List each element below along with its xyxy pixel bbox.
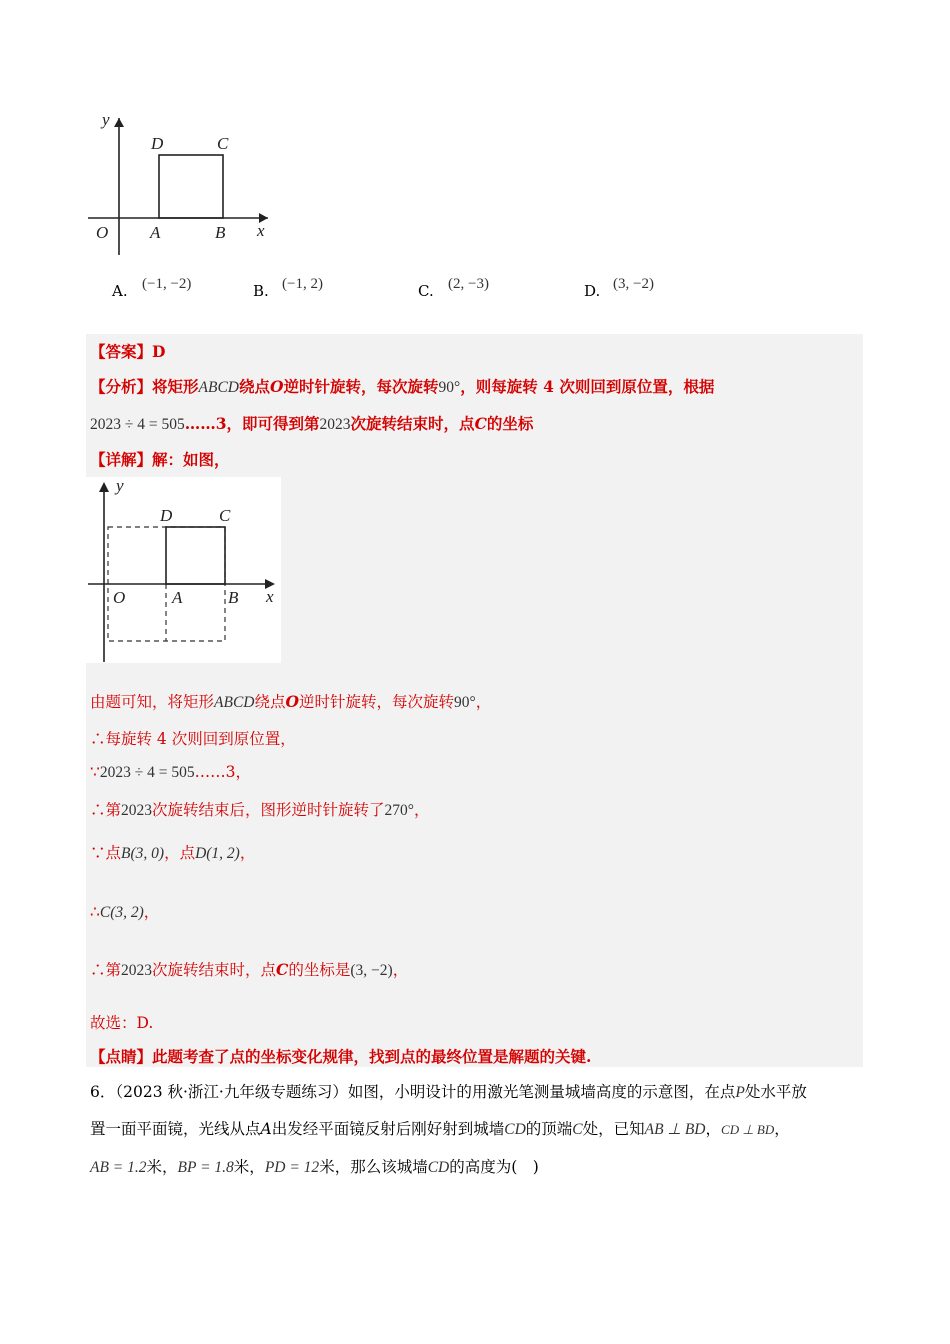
question-number: 6． <box>90 1083 116 1101</box>
because-symbol: ∵ <box>90 763 100 781</box>
step-6 <box>90 900 159 922</box>
math-p: P <box>735 1084 745 1101</box>
question-text: ， <box>774 1120 790 1138</box>
y-axis-label: y <box>102 110 110 129</box>
question-text: 处，已知 <box>582 1120 645 1138</box>
question-text: 米， <box>233 1158 265 1176</box>
point-d-label: D <box>160 506 173 525</box>
math-point-c: C(3, 2) <box>99 904 144 921</box>
math-degree: 270° <box>384 802 414 819</box>
step-text: ，点 <box>164 844 196 862</box>
analysis-text: ，则每旋转 4 次则回到原位置，根据 <box>460 377 715 396</box>
math-c: C <box>572 1121 583 1138</box>
step-text: 的坐标是 <box>288 961 351 979</box>
y-axis-label: y <box>116 477 124 495</box>
analysis-text: 将矩形 <box>152 377 199 396</box>
question-text: 的高度为( ) <box>449 1158 539 1176</box>
analysis-text: 的坐标 <box>486 414 534 433</box>
step-8 <box>90 1011 153 1033</box>
note-line <box>90 1045 591 1067</box>
option-b-letter[interactable]: B. <box>253 282 269 300</box>
step-text: ∴第 <box>90 801 122 819</box>
question-text: 置一面平面镜，光线从点 <box>90 1120 261 1138</box>
step-text: ∴第 <box>90 961 122 979</box>
step-text: ， <box>392 961 409 979</box>
point-a-label: A <box>172 588 183 607</box>
x-axis-label: x <box>266 587 274 606</box>
step-text: ……3， <box>194 763 251 781</box>
option-d-value: (3, −2) <box>613 276 654 292</box>
option-b-value: (−1, 2) <box>282 276 323 292</box>
question-text: 米， <box>146 1158 178 1176</box>
step-7 <box>90 958 408 980</box>
step-text: 绕点 <box>254 693 286 711</box>
note-text: 此题考查了点的坐标变化规律，找到点的最终位置是解题的关键. <box>152 1047 592 1066</box>
math-cd-perp-bd: CD ⊥ BD <box>721 1122 775 1137</box>
analysis-text: 次旋转结束时，点 <box>350 414 475 433</box>
question-text: 米，那么该城墙 <box>319 1158 428 1176</box>
math-cd: CD <box>504 1121 526 1138</box>
analysis-text: 逆时针旋转，每次旋转 <box>283 377 439 396</box>
step-text: 逆时针旋转，每次旋转 <box>299 693 455 711</box>
question-text: 出发经平面镜反射后刚好射到城墙 <box>271 1120 505 1138</box>
option-d-letter[interactable]: D. <box>584 282 601 300</box>
option-c-value: (2, −3) <box>448 276 489 292</box>
step-2 <box>90 727 296 749</box>
step-4 <box>90 798 430 820</box>
step-text: ， <box>413 801 430 819</box>
step-text: ， <box>239 844 256 862</box>
analysis-line-1 <box>90 375 714 397</box>
step-text: ∵点 <box>90 844 122 862</box>
math-division: 2023 ÷ 4 = 505 <box>99 764 195 781</box>
math-degree: 90° <box>438 379 461 396</box>
math-year: 2023 <box>319 416 351 433</box>
option-c-letter[interactable]: C. <box>418 282 434 300</box>
question-text: （2023 秋·浙江·九年级专题练习）如图，小明设计的用激光笔测量城墙高度的示意图，在点 <box>115 1083 736 1101</box>
point-a: A <box>260 1120 272 1138</box>
point-b-label: B <box>215 223 226 242</box>
detail-tag: 【详解】 <box>90 450 153 469</box>
math-bp-length: BP = 1.8 <box>177 1159 234 1176</box>
step-text: 次旋转结束时，点 <box>152 961 277 979</box>
point-o: O <box>270 377 284 396</box>
analysis-tag: 【分析】 <box>90 377 153 396</box>
answer-line <box>90 340 165 362</box>
question-text: 的顶端 <box>525 1120 573 1138</box>
math-degree: 90° <box>454 694 476 711</box>
point-b-label: B <box>228 588 239 607</box>
step-text: 由题可知，将矩形 <box>90 693 215 711</box>
conclusion-text: 故选：D. <box>90 1014 154 1032</box>
math-coordinate: (3, −2) <box>350 962 393 979</box>
answer-value: D <box>152 342 166 361</box>
coordinate-figure-1 <box>86 110 276 255</box>
point-d-label: D <box>151 134 164 153</box>
point-c-label: C <box>219 506 231 525</box>
origin-label: O <box>113 588 126 607</box>
x-axis-label: x <box>257 221 265 240</box>
math-cd: CD <box>427 1159 450 1176</box>
answer-tag: 【答案】 <box>90 342 153 361</box>
point-c: C <box>276 960 289 979</box>
math-point-b: B(3, 0) <box>121 845 165 862</box>
math-year: 2023 <box>121 802 153 819</box>
option-a-value: (−1, −2) <box>142 276 192 292</box>
math-division: 2023 ÷ 4 = 505 <box>90 416 185 433</box>
math-ab-length: AB = 1.2 <box>90 1159 147 1176</box>
step-1 <box>90 690 491 712</box>
analysis-text: ……3，即可得到第 <box>184 414 320 433</box>
math-pd-length: PD = 12 <box>264 1159 320 1176</box>
analysis-text: 绕点 <box>239 377 271 396</box>
step-text: 次旋转结束后，图形逆时针旋转了 <box>152 801 385 819</box>
option-a-letter[interactable]: A. <box>112 282 128 300</box>
point-a-label: A <box>150 223 161 242</box>
question-6-line-2 <box>90 1117 790 1139</box>
step-text: ， <box>475 693 492 711</box>
question-6-line-3 <box>90 1155 539 1177</box>
step-text: ， <box>143 903 160 921</box>
point-o: O <box>285 692 300 711</box>
point-c: C <box>474 414 487 433</box>
math-year: 2023 <box>121 962 153 979</box>
question-text: ， <box>705 1120 722 1138</box>
question-6-line-1 <box>90 1080 807 1102</box>
math-abcd: ABCD <box>198 379 239 396</box>
detail-text: 解：如图， <box>152 450 230 469</box>
step-3 <box>90 760 251 782</box>
point-c-label: C <box>217 134 229 153</box>
note-tag: 【点睛】 <box>90 1047 153 1066</box>
math-point-d: D(1, 2) <box>195 845 240 862</box>
step-text: ∴每旋转 4 次则回到原位置， <box>90 730 296 748</box>
origin-label: O <box>96 223 109 242</box>
step-5 <box>90 841 255 863</box>
math-ab-perp-bd: AB ⊥ BD <box>644 1121 706 1138</box>
math-abcd: ABCD <box>214 694 255 711</box>
therefore-symbol: ∴ <box>90 903 100 921</box>
coordinate-figure-2 <box>86 477 281 663</box>
question-text: 处水平放 <box>744 1083 807 1101</box>
detail-line <box>90 448 230 470</box>
analysis-line-2 <box>90 412 533 434</box>
